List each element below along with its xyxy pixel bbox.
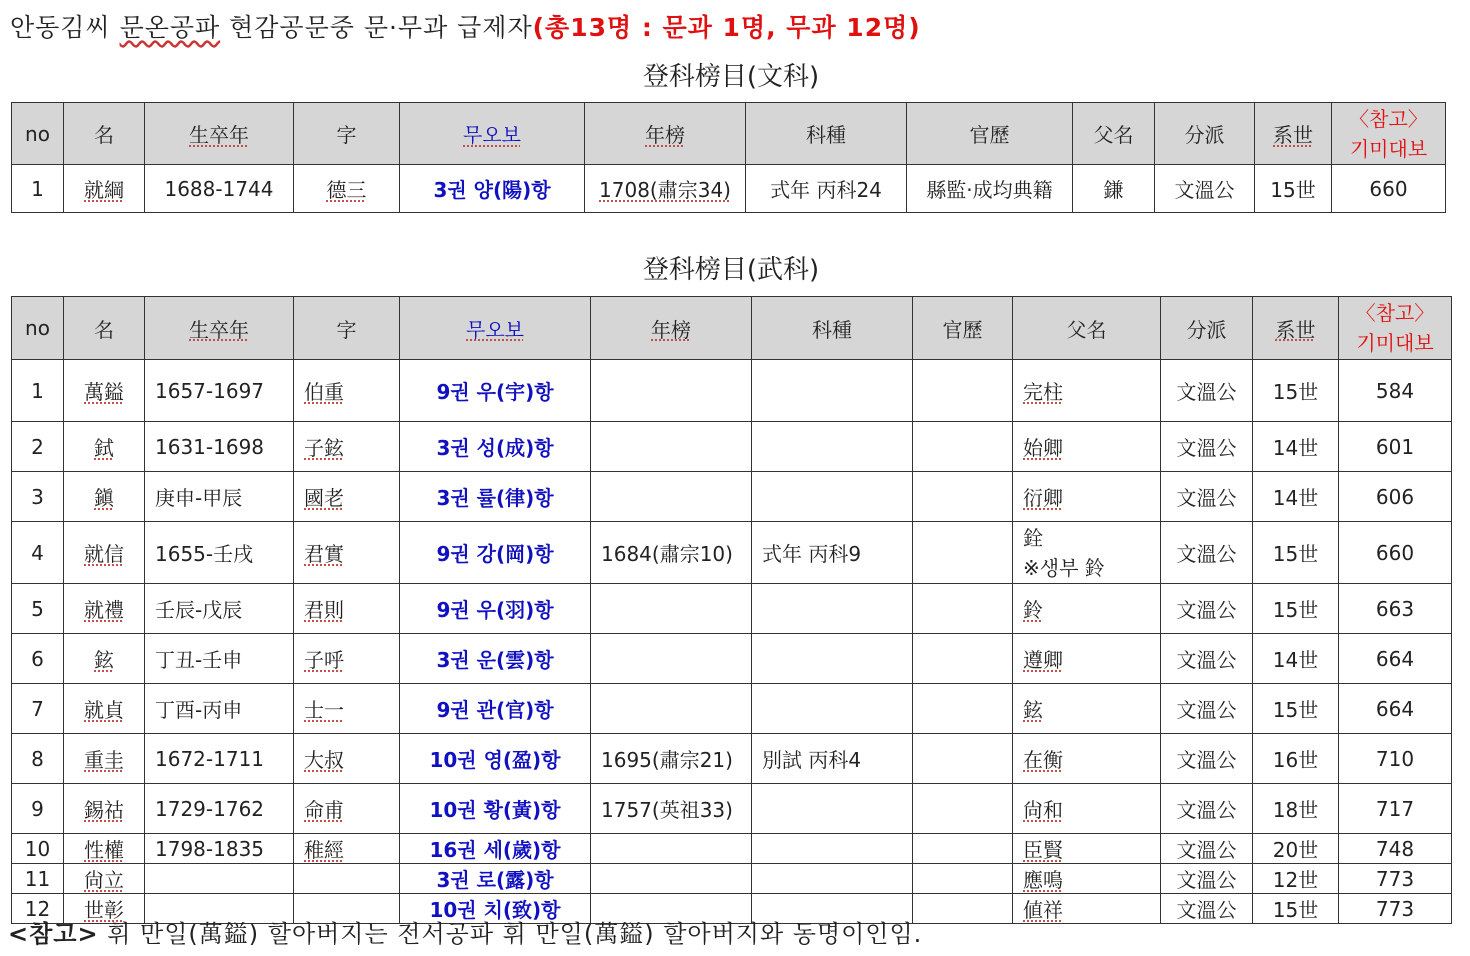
table-row [12,584,1452,634]
cell-year-exam: 1708(肅宗34) [585,165,746,213]
cell-muobo: 3권 로(露)항 [400,864,591,894]
table-row [12,834,1452,864]
cell-branch: 文溫公 [1161,360,1253,422]
cell-name: 鉽 [64,422,145,472]
col-header-exam-type: 科種 [752,297,913,360]
cell-no: 10 [12,834,64,864]
birth-father-note: ※생부 鈴 [1023,555,1105,580]
cell-branch: 文溫公 [1161,684,1253,734]
cell-muobo: 9권 우(羽)항 [400,584,591,634]
cell-year-exam [591,634,752,684]
cell-year-exam [591,584,752,634]
cell-exam-type [752,834,913,864]
cell-courtesy: 伯重 [294,360,400,422]
civil-table [11,102,1446,213]
cell-career [913,472,1013,522]
col-header-reference: 〈참고〉 기미대보 [1332,103,1446,165]
cell-reference: 748 [1339,834,1452,864]
table-row [12,472,1452,522]
table-row [12,360,1452,422]
cell-muobo: 10권 황(黃)항 [400,784,591,834]
cell-name: 尙立 [64,864,145,894]
cell-father: 始卿 [1013,422,1161,472]
cell-no: 2 [12,422,64,472]
cell-name: 重圭 [64,734,145,784]
cell-years: 1631-1698 [145,422,294,472]
col-header-branch: 分派 [1161,297,1253,360]
cell-branch: 文溫公 [1161,894,1253,924]
cell-years: 1655-壬戌 [145,522,294,584]
col-header-generation: 系世 [1253,297,1339,360]
cell-no: 6 [12,634,64,684]
cell-reference: 717 [1339,784,1452,834]
col-header-career: 官歷 [907,103,1073,165]
cell-name: 鉉 [64,634,145,684]
cell-father: 鎌 [1073,165,1155,213]
cell-muobo: 10권 영(盈)항 [400,734,591,784]
cell-generation: 15世 [1253,522,1339,584]
cell-career [913,784,1013,834]
cell-father: 尙和 [1013,784,1161,834]
cell-name: 萬鎰 [64,360,145,422]
col-header-years: 生卒年 [145,103,294,165]
cell-name: 世彰 [64,894,145,924]
cell-years: 1672-1711 [145,734,294,784]
cell-generation: 14世 [1253,472,1339,522]
col-header-years: 生卒年 [145,297,294,360]
col-header-name: 名 [64,297,145,360]
cell-generation: 20世 [1253,834,1339,864]
cell-courtesy: 大叔 [294,734,400,784]
cell-year-exam [591,472,752,522]
cell-father: 鉉 [1013,684,1161,734]
cell-name: 就綱 [64,165,145,213]
cell-years: 1798-1835 [145,834,294,864]
col-header-muobo: 무오보 [400,103,585,165]
cell-muobo: 3권 운(雲)항 [400,634,591,684]
military-table [11,296,1452,924]
cell-courtesy: 君則 [294,584,400,634]
cell-reference: 773 [1339,894,1452,924]
cell-generation: 18世 [1253,784,1339,834]
cell-years [145,864,294,894]
page-header [10,8,921,44]
cell-career [913,684,1013,734]
cell-reference: 664 [1339,634,1452,684]
cell-reference: 660 [1332,165,1446,213]
cell-courtesy: 子鉉 [294,422,400,472]
cell-reference: 773 [1339,864,1452,894]
cell-career [913,734,1013,784]
cell-years: 庚申-甲辰 [145,472,294,522]
cell-generation: 15世 [1255,165,1332,213]
cell-year-exam [591,422,752,472]
cell-career [913,894,1013,924]
cell-generation: 15世 [1253,360,1339,422]
cell-muobo: 9권 관(官)항 [400,684,591,734]
cell-no: 5 [12,584,64,634]
cell-courtesy [294,864,400,894]
table-row [12,165,1446,213]
col-header-no: no [12,297,64,360]
civil-header-row [12,103,1446,165]
cell-reference: 710 [1339,734,1452,784]
cell-branch: 文溫公 [1161,634,1253,684]
cell-career [913,422,1013,472]
cell-no: 12 [12,894,64,924]
cell-exam-type [752,634,913,684]
footnote [8,914,922,949]
cell-reference: 584 [1339,360,1452,422]
cell-generation: 15世 [1253,684,1339,734]
cell-year-exam [591,834,752,864]
cell-branch: 文溫公 [1161,472,1253,522]
military-section-title: 登科榜目(武科) [642,255,820,285]
cell-courtesy: 子呼 [294,634,400,684]
cell-generation: 14世 [1253,422,1339,472]
cell-exam-type [752,864,913,894]
cell-name: 鎭 [64,472,145,522]
col-header-branch: 分派 [1155,103,1255,165]
cell-branch: 文溫公 [1161,784,1253,834]
header-summary: (총13명 : 문과 1명, 무과 12명) [532,13,921,42]
cell-year-exam: 1757(英祖33) [591,784,752,834]
col-header-reference: 〈참고〉 기미대보 [1339,297,1452,360]
cell-year-exam [591,864,752,894]
cell-exam-type: 別試 丙科4 [752,734,913,784]
cell-muobo: 10권 치(致)항 [400,894,591,924]
cell-exam-type [752,422,913,472]
cell-courtesy: 國老 [294,472,400,522]
cell-exam-type: 式年 丙科24 [746,165,907,213]
cell-courtesy: 士一 [294,684,400,734]
cell-muobo: 16권 세(歲)항 [400,834,591,864]
col-header-no: no [12,103,64,165]
footnote-text: 휘 만일(萬鎰) 할아버지는 전서공파 휘 만일(萬鎰) 할아버지와 동명이인임. [98,920,923,948]
cell-muobo: 9권 강(岡)항 [400,522,591,584]
col-header-name: 名 [64,103,145,165]
table-row [12,864,1452,894]
col-header-year-exam: 年榜 [591,297,752,360]
table-row [12,522,1452,584]
table-row [12,684,1452,734]
cell-no: 11 [12,864,64,894]
cell-exam-type [752,784,913,834]
cell-courtesy: 君實 [294,522,400,584]
cell-courtesy: 命甫 [294,784,400,834]
cell-father [1013,522,1161,584]
cell-father: 應鳴 [1013,864,1161,894]
cell-no: 9 [12,784,64,834]
cell-no: 3 [12,472,64,522]
col-header-career: 官歷 [913,297,1013,360]
cell-year-exam [591,360,752,422]
col-header-courtesy: 字 [294,297,400,360]
cell-career [913,360,1013,422]
cell-career [913,834,1013,864]
civil-section-title: 登科榜目(文科) [642,62,820,92]
cell-branch: 文溫公 [1161,422,1253,472]
cell-year-exam: 1684(肅宗10) [591,522,752,584]
cell-year-exam [591,684,752,734]
cell-branch: 文溫公 [1161,522,1253,584]
cell-career [913,522,1013,584]
cell-branch: 文溫公 [1161,864,1253,894]
col-header-courtesy: 字 [294,103,400,165]
cell-no: 1 [12,165,64,213]
cell-muobo: 3권 률(律)항 [400,472,591,522]
cell-exam-type [752,360,913,422]
cell-reference: 660 [1339,522,1452,584]
cell-branch: 文溫公 [1155,165,1255,213]
cell-years: 1657-1697 [145,360,294,422]
cell-generation: 15世 [1253,584,1339,634]
cell-father: 値祥 [1013,894,1161,924]
cell-career [913,584,1013,634]
cell-name: 性權 [64,834,145,864]
cell-branch: 文溫公 [1161,834,1253,864]
col-header-exam-type: 科種 [746,103,907,165]
cell-years: 丁酉-丙申 [145,684,294,734]
header-middle: 현감공문중 문·무과 급제자 [220,13,533,42]
cell-exam-type [752,472,913,522]
header-branch: 문온공파 [119,13,221,42]
cell-no: 1 [12,360,64,422]
col-header-muobo: 무오보 [400,297,591,360]
cell-branch: 文溫公 [1161,584,1253,634]
cell-name: 錫祜 [64,784,145,834]
cell-reference: 601 [1339,422,1452,472]
cell-father: 臣賢 [1013,834,1161,864]
cell-father: 遵卿 [1013,634,1161,684]
cell-exam-type [752,684,913,734]
col-header-father: 父名 [1073,103,1155,165]
cell-generation: 12世 [1253,864,1339,894]
col-header-generation: 系世 [1255,103,1332,165]
col-header-father: 父名 [1013,297,1161,360]
cell-muobo: 3권 성(成)항 [400,422,591,472]
cell-years: 壬辰-戊辰 [145,584,294,634]
cell-courtesy: 稚經 [294,834,400,864]
cell-father: 在衡 [1013,734,1161,784]
cell-no: 7 [12,684,64,734]
cell-name: 就貞 [64,684,145,734]
cell-reference: 663 [1339,584,1452,634]
cell-career [913,634,1013,684]
cell-father: 衍卿 [1013,472,1161,522]
cell-years: 1729-1762 [145,784,294,834]
cell-career [913,864,1013,894]
cell-reference: 606 [1339,472,1452,522]
table-row [12,422,1452,472]
cell-years: 丁丑-壬申 [145,634,294,684]
cell-generation: 16世 [1253,734,1339,784]
cell-courtesy: 德三 [294,165,400,213]
cell-exam-type [752,584,913,634]
table-row [12,634,1452,684]
father-name: 銓 [1023,525,1043,550]
cell-exam-type: 式年 丙科9 [752,522,913,584]
cell-father: 鈴 [1013,584,1161,634]
cell-name: 就禮 [64,584,145,634]
cell-name: 就信 [64,522,145,584]
col-header-year-exam: 年榜 [585,103,746,165]
footnote-label: <참고> [8,920,99,948]
cell-father: 完柱 [1013,360,1161,422]
cell-reference: 664 [1339,684,1452,734]
cell-no: 8 [12,734,64,784]
cell-year-exam: 1695(肅宗21) [591,734,752,784]
cell-generation: 14世 [1253,634,1339,684]
cell-generation: 15世 [1253,894,1339,924]
cell-career: 縣監·成均典籍 [907,165,1073,213]
cell-no: 4 [12,522,64,584]
header-prefix: 안동김씨 [10,13,120,42]
cell-muobo: 9권 우(宇)항 [400,360,591,422]
table-row [12,734,1452,784]
cell-muobo: 3권 양(陽)항 [400,165,585,213]
cell-branch: 文溫公 [1161,734,1253,784]
military-header-row [12,297,1452,360]
cell-years: 1688-1744 [145,165,294,213]
table-row [12,784,1452,834]
